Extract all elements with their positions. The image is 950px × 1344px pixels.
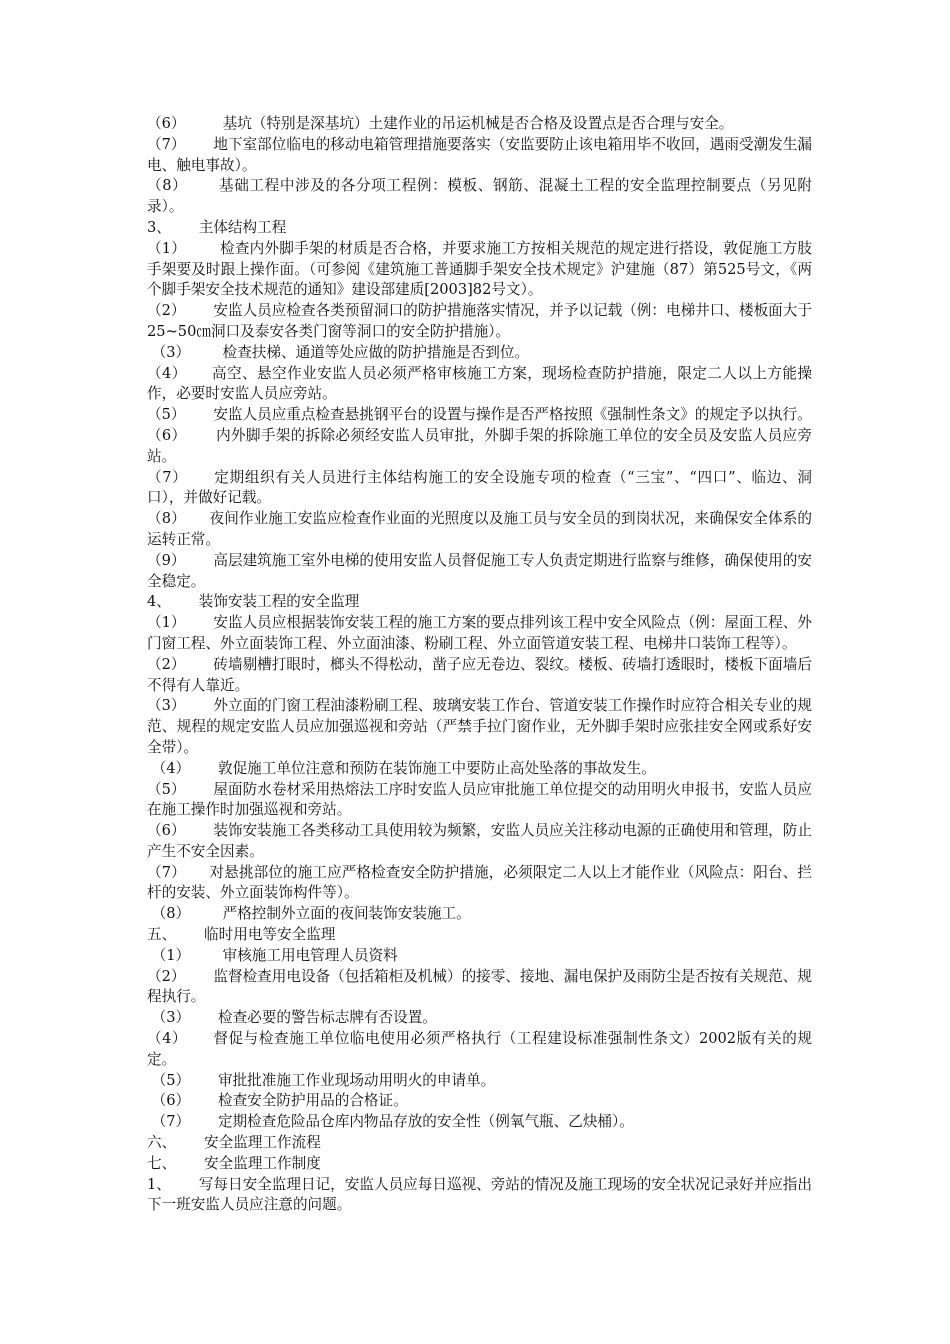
paragraph-text: 装饰安装工程的安全监理 <box>198 593 360 611</box>
paragraph <box>147 426 812 468</box>
paragraph-number: （1） <box>147 614 186 632</box>
paragraph <box>147 1091 812 1112</box>
paragraph <box>147 551 812 593</box>
paragraph <box>147 1175 812 1217</box>
paragraph-indent <box>171 593 199 610</box>
paragraph-number: （5） <box>147 1071 191 1089</box>
paragraph-text: 安监人员应根据装饰安装工程的施工方案的要点排列该工程中安全风险点（例：屋面工程、外门窗工程、外立面装饰工程、外立面油漆、粉刷工程、外立面管道安装工程、电梯井口装饰工程等）。 <box>147 614 812 652</box>
paragraph-indent <box>186 781 214 798</box>
paragraph-indent <box>188 469 215 486</box>
paragraph-number: （1） <box>147 239 187 257</box>
paragraph <box>147 239 812 301</box>
paragraph-number: 七、 <box>147 1154 177 1172</box>
paragraph-number: 五、 <box>147 926 177 944</box>
paragraph-text: 审核施工用电管理人员资料 <box>222 946 398 964</box>
paragraph-indent <box>190 344 222 361</box>
paragraph <box>147 301 812 343</box>
paragraph-number: （5） <box>147 780 186 798</box>
paragraph-indent <box>171 1176 199 1193</box>
paragraph <box>147 135 812 177</box>
paragraph-number: （2） <box>147 655 186 673</box>
paragraph-indent <box>185 115 222 132</box>
paragraph-indent <box>190 1092 218 1109</box>
paragraph-number: （3） <box>147 343 191 361</box>
paragraph <box>147 904 812 925</box>
paragraph <box>147 967 812 1009</box>
paragraph-number: （7） <box>147 1113 191 1131</box>
paragraph-indent <box>186 136 214 153</box>
paragraph <box>147 176 812 218</box>
paragraph-text: 基坑（特别是深基坑）土建作业的吊运机械是否合格及设置点是否合理与安全。 <box>222 115 734 132</box>
paragraph <box>147 364 812 406</box>
paragraph <box>147 1133 812 1154</box>
paragraph-number: 1、 <box>147 1175 171 1193</box>
paragraph-number: （8） <box>147 510 186 528</box>
paragraph-text: 临时用电等安全监理 <box>204 926 336 944</box>
paragraph <box>147 1154 812 1175</box>
paragraph-text: 主体结构工程 <box>198 218 287 236</box>
paragraph-text: 安全监理工作流程 <box>204 1134 321 1152</box>
paragraph-text: 安监人员应检查各类预留洞口的防护措施落实情况，并予以记载（例：电梯井口、楼板面大于25~50㎝洞口及泰安各类门窗等洞口的安全防护措施）。 <box>147 302 812 340</box>
paragraph-indent <box>190 760 218 777</box>
paragraph-text: 检查内外脚手架的材质是否合格，并要求施工方按相关规范的规定进行搭设，敦促施工方肢手架要及时跟上操作面。（可参阅《建筑施工普通脚手架安全技术规定》沪建施（87）第525号文，《两个脚手架安全技术规范的通知》建设部建质[2003]82号文）。 <box>147 239 812 299</box>
paragraph-number: （7） <box>147 863 186 881</box>
paragraph-indent <box>190 905 222 922</box>
paragraph <box>147 925 812 946</box>
paragraph-indent <box>186 427 216 444</box>
paragraph-indent <box>186 552 214 569</box>
paragraph <box>147 218 812 239</box>
paragraph-number: 4、 <box>147 593 171 611</box>
paragraph <box>147 1029 812 1071</box>
paragraph-indent <box>187 177 219 194</box>
paragraph-number: （8） <box>147 177 188 195</box>
paragraph-number: （8） <box>147 905 191 923</box>
paragraph-indent <box>186 697 214 714</box>
paragraph-text: 检查扶梯、通道等处应做的防护措施是否到位。 <box>222 343 530 361</box>
paragraph-indent <box>190 1113 218 1130</box>
paragraph-text: 写每日安全监理日记，安监人员应每日巡视、旁站的情况及施工现场的安全状况记录好并应指出下一班安监人员应注意的问题。 <box>147 1175 812 1214</box>
paragraph <box>147 405 812 426</box>
paragraph-indent <box>176 926 204 943</box>
paragraph-number: （5） <box>147 406 186 424</box>
paragraph-number: （3） <box>147 1009 191 1027</box>
paragraph-number: （1） <box>147 946 191 964</box>
paragraph <box>147 946 812 967</box>
paragraph-text: 外立面的门窗工程油漆粉刷工程、玻璃安装工作台、管道安装工作操作时应符合相关专业的规范、规程的规定安监人员应加强巡视和旁站（严禁手拉门窗作业，无外脚手架时应张挂安全网或系好安全带）。 <box>147 697 812 756</box>
paragraph-text: 安全监理工作制度 <box>204 1154 321 1172</box>
document-page <box>147 114 812 1216</box>
paragraph-text: 检查安全防护用品的合格证。 <box>217 1092 408 1110</box>
paragraph <box>147 1112 812 1133</box>
paragraph-indent <box>186 302 214 319</box>
paragraph-indent <box>171 219 199 236</box>
paragraph <box>147 863 812 905</box>
paragraph-text: 基础工程中涉及的各分项工程例：模板、钢筋、混凝土工程的安全监理控制要点（另见附录）。 <box>147 177 812 216</box>
paragraph-text: 高空、悬空作业安监人员必须严格审核施工方案，现场检查防护措施，限定二人以上方能操作，必要时安监人员应旁站。 <box>147 364 812 403</box>
paragraph <box>147 1071 812 1092</box>
paragraph-indent <box>190 1009 218 1026</box>
paragraph-number: （9） <box>147 551 186 569</box>
paragraph-text: 敦促施工单位注意和预防在装饰施工中要防止高处坠落的事故发生。 <box>217 759 656 777</box>
paragraph-text: 安监人员应重点检查悬挑钢平台的设置与操作是否严格按照《强制性条文》的规定予以执行。 <box>213 406 812 424</box>
paragraph-text: 对悬挑部位的施工应严格检查安全防护措施，必须限定二人以上才能作业（风险点：阳台、拦杆的安装、外立面装饰构件等）。 <box>147 863 812 902</box>
paragraph-text: 砖墙剔槽打眼时，榔头不得松动，凿子应无卷边、裂纹。楼板、砖墙打透眼时，楼板下面墙后不得有人靠近。 <box>147 655 812 694</box>
paragraph-text: 督促与检查施工单位临电使用必须严格执行（工程建设标准强制性条文）2002版有关的规定。 <box>147 1030 812 1068</box>
paragraph-indent <box>186 614 214 631</box>
paragraph-text: 内外脚手架的拆除必须经安监人员审批，外脚手架的拆除施工单位的安全员及安监人员应旁站。 <box>147 426 812 465</box>
paragraph-indent <box>186 864 210 881</box>
paragraph-number: （6） <box>147 115 186 132</box>
paragraph-indent <box>176 1134 204 1151</box>
paragraph-text: 严格控制外立面的夜间装饰安装施工。 <box>222 905 471 923</box>
paragraph-indent <box>187 1030 213 1047</box>
paragraph-text: 定期组织有关人员进行主体结构施工的安全设施专项的检查（“三宝”、“四口”、临边、洞口），并做好记载。 <box>147 468 812 507</box>
paragraph-number: 3、 <box>147 218 171 236</box>
paragraph <box>147 759 812 780</box>
paragraph-text: 装饰安装施工各类移动工具使用较为频繁，安监人员应关注移动电源的正确使用和管理，防止产生不安全因素。 <box>147 822 812 860</box>
paragraph-indent <box>185 406 213 423</box>
paragraph-indent <box>187 365 212 382</box>
paragraph-number: （6） <box>147 426 187 444</box>
paragraph-text: 夜间作业施工安监应检查作业面的光照度以及施工员与安全员的到岗状况，来确保安全体系的运转正常。 <box>147 510 812 548</box>
paragraph-number: （4） <box>147 364 187 382</box>
paragraph-indent <box>186 822 214 839</box>
paragraph <box>147 780 812 822</box>
paragraph-number: （3） <box>147 697 186 715</box>
paragraph <box>147 655 812 697</box>
paragraph-number: （2） <box>147 967 186 985</box>
paragraph-number: （4） <box>147 1030 188 1048</box>
paragraph-indent <box>186 240 220 257</box>
paragraph <box>147 821 812 863</box>
paragraph-number: （7） <box>147 135 186 153</box>
paragraph-indent <box>186 968 214 985</box>
paragraph-text: 地下室部位临电的移动电箱管理措施要落实（安监要防止该电箱用毕不收回，遇雨受潮发生漏电、触电事故）。 <box>147 135 812 174</box>
paragraph <box>147 468 812 510</box>
paragraph-text: 屋面防水卷材采用热熔法工序时安监人员应审批施工单位提交的动用明火申报书，安监人员应在施工操作时加强巡视和旁站。 <box>147 780 812 819</box>
paragraph <box>147 114 812 135</box>
paragraph-number: （4） <box>147 759 191 777</box>
paragraph <box>147 509 812 551</box>
paragraph-indent <box>190 947 222 964</box>
paragraph-text: 检查必要的警告标志牌有否设置。 <box>217 1009 437 1027</box>
paragraph <box>147 592 812 613</box>
paragraph-text: 高层建筑施工室外电梯的使用安监人员督促施工专人负责定期进行监察与维修，确保使用的安全稳定。 <box>147 551 812 590</box>
paragraph-number: （6） <box>147 1092 191 1110</box>
paragraph <box>147 1008 812 1029</box>
paragraph-number: （2） <box>147 302 186 320</box>
paragraph <box>147 343 812 364</box>
paragraph-indent <box>186 656 214 673</box>
paragraph-text: 审批批准施工作业现场动用明火的申请单。 <box>217 1071 496 1089</box>
paragraph <box>147 696 812 758</box>
paragraph-text: 监督检查用电设备（包括箱柜及机械）的接零、接地、漏电保护及雨防尘是否按有关规范、规程执行。 <box>147 967 812 1006</box>
paragraph <box>147 613 812 655</box>
paragraph-text: 定期检查危险品仓库内物品存放的安全性（例氧气瓶、乙炔桶）。 <box>217 1113 634 1131</box>
paragraph-number: 六、 <box>147 1134 177 1152</box>
paragraph-indent <box>176 1155 204 1172</box>
paragraph-number: （7） <box>147 468 188 486</box>
paragraph-indent <box>186 510 210 527</box>
paragraph-number: （6） <box>147 822 186 840</box>
paragraph-indent <box>190 1072 218 1089</box>
